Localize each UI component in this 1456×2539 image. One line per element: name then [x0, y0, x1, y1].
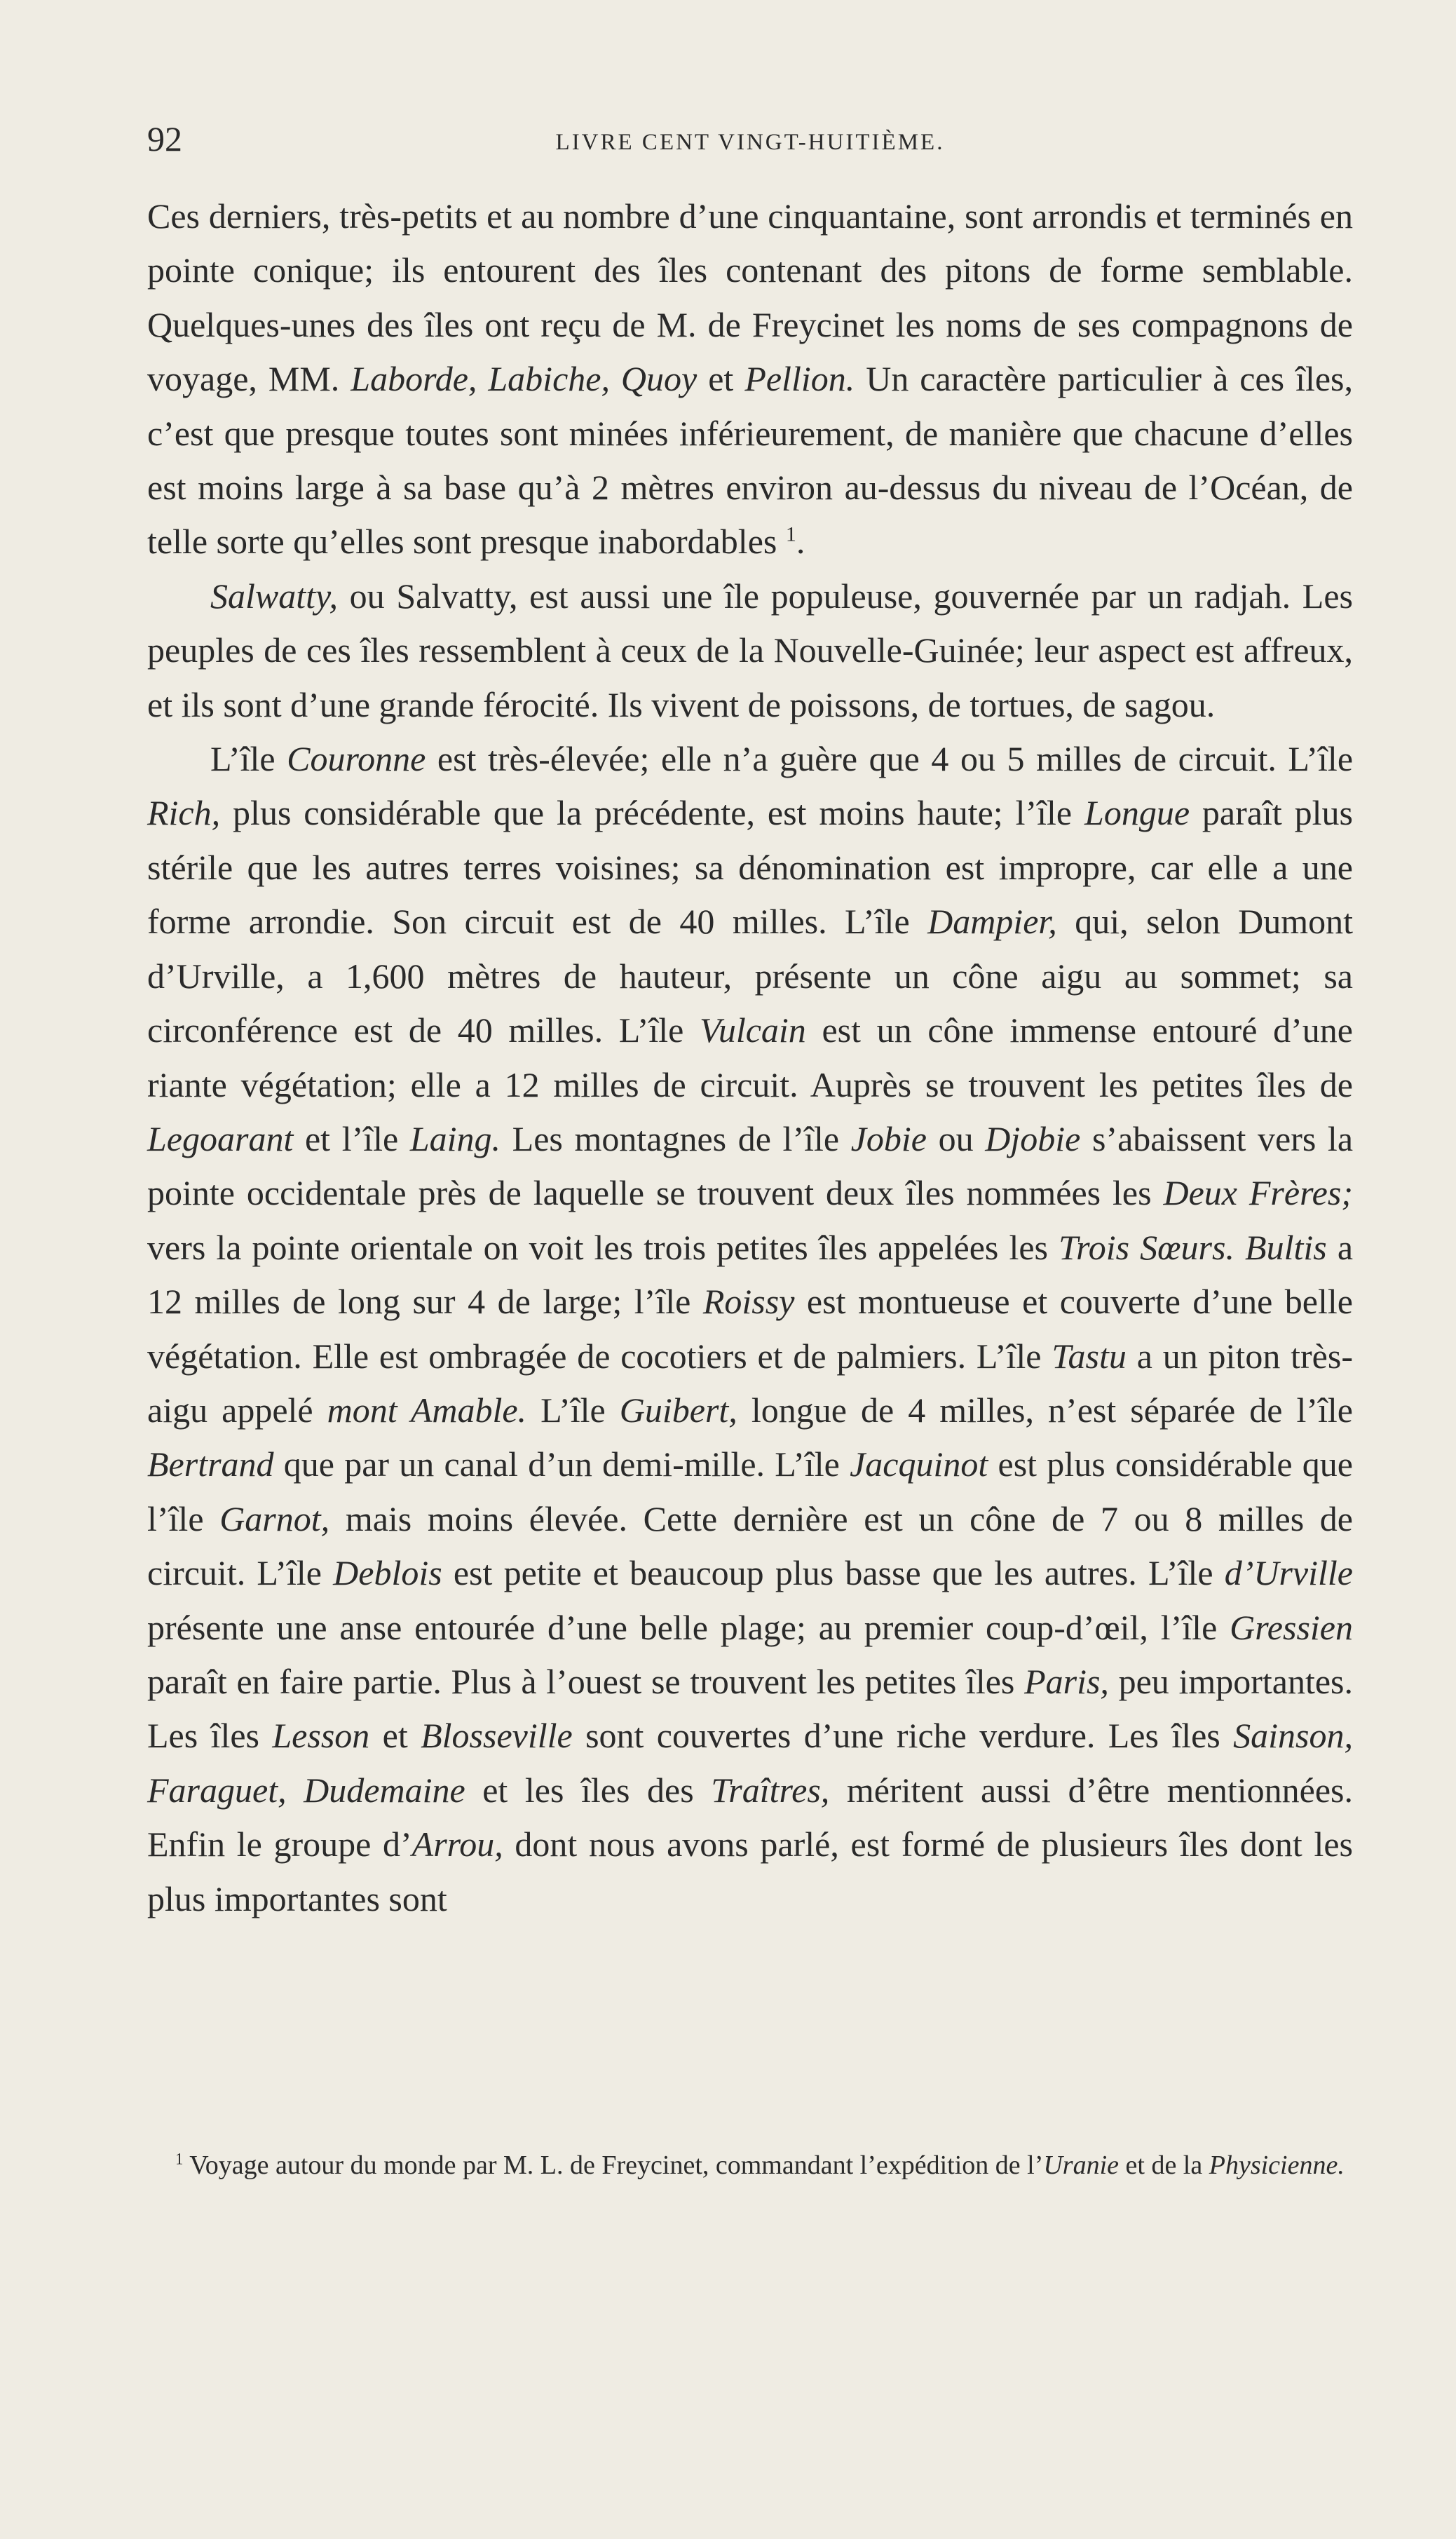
- italic-run: Lesson: [272, 1716, 370, 1756]
- paragraph-2: [147, 569, 1353, 732]
- text-run: est plus considérable que l’île: [147, 1444, 1353, 1538]
- italic-run: Deux Frères;: [1163, 1173, 1353, 1213]
- page-number: 92: [147, 119, 182, 158]
- italic-run: Gressien: [1230, 1607, 1353, 1647]
- text-run: a un piton très-aigu appelé: [147, 1336, 1353, 1430]
- italic-run: Djobie: [985, 1118, 1081, 1158]
- italic-run: Physicienne.: [1209, 2151, 1345, 2180]
- text-run: et les îles des: [465, 1770, 712, 1810]
- body-text: [147, 189, 1353, 1926]
- footnote-marker: 1: [785, 522, 796, 546]
- text-run: Ces derniers, très-petits et au nombre d’une cinquantaine, sont arrondis et terminés en pointe conique; ils entourent des îles contenant des pitons de forme semblable. Quelques-unes des îles ont reçu de M. de Freycinet les noms de ses compagnons de voyage, MM.: [147, 196, 1353, 399]
- text-run: paraît plus stérile que les autres terres voisines; sa dénomination est impropre, car elle a une forme arrondie. Son circuit est de 40 milles. L’île: [147, 793, 1354, 942]
- italic-run: Trois Sœurs.: [1059, 1227, 1234, 1267]
- text-run: méritent aussi d’être mentionnées. Enfin le groupe d’: [147, 1770, 1353, 1864]
- italic-run: Garnot,: [219, 1498, 330, 1538]
- italic-run: Salwatty,: [210, 576, 338, 616]
- text-run: [1234, 1228, 1245, 1267]
- text-run: ou Salvatty, est aussi une île populeuse, gouvernée par un radjah. Les peuples de ces îles ressemblent à ceux de la Nouvelle-Guinée; leur aspect est affreux, et ils sont d’une grande férocité. Ils vivent de poissons, de tortues, de sagou.: [147, 576, 1353, 724]
- italic-run: Couronne: [287, 739, 426, 779]
- text-run: L’île: [526, 1390, 620, 1430]
- italic-run: Bertrand: [147, 1444, 274, 1484]
- text-run: et: [697, 359, 745, 399]
- italic-run: Blosseville: [421, 1716, 573, 1756]
- italic-run: Dampier,: [927, 902, 1057, 942]
- italic-run: Laborde, Labiche, Quoy: [351, 359, 698, 399]
- text-run: et: [369, 1716, 421, 1756]
- text-run: Les montagnes de l’île: [501, 1118, 851, 1158]
- text-run: est petite et beaucoup plus basse que les autres. L’île: [442, 1553, 1225, 1593]
- footnote: [147, 2146, 1353, 2185]
- italic-run: Vulcain: [700, 1010, 806, 1050]
- italic-run: mont Amable.: [327, 1390, 527, 1430]
- italic-run: Uranie: [1043, 2151, 1120, 2180]
- italic-run: d’Urville: [1224, 1553, 1353, 1593]
- italic-run: Legoarant: [147, 1118, 294, 1158]
- text-run: est montueuse et couverte d’une belle végétation. Elle est ombragée de cocotiers et de palmiers. L’île: [147, 1282, 1353, 1376]
- footnote-marker: 1: [175, 2150, 184, 2168]
- italic-run: Traîtres,: [711, 1770, 830, 1810]
- italic-run: Tastu: [1052, 1336, 1127, 1376]
- text-run: et l’île: [293, 1118, 410, 1158]
- italic-run: Arrou,: [411, 1824, 503, 1864]
- text-run: plus considérable que la précédente, est moins haute; l’île: [220, 793, 1085, 833]
- paragraph-1: [147, 189, 1353, 569]
- italic-run: Rich,: [147, 793, 221, 833]
- text-run: s’abaissent vers la pointe occidentale près de laquelle se trouvent deux îles nommées les: [147, 1118, 1354, 1213]
- italic-run: Sainson, Faraguet, Dudemaine: [147, 1716, 1353, 1810]
- italic-run: Deblois: [333, 1553, 442, 1593]
- text-run: vers la pointe orientale on voit les trois petites îles appelées les: [147, 1227, 1059, 1267]
- italic-run: Jobie: [850, 1118, 927, 1158]
- italic-run: Pellion.: [744, 359, 855, 399]
- text-run: que par un canal d’un demi-mille. L’île: [273, 1444, 850, 1484]
- italic-run: Laing.: [409, 1118, 501, 1158]
- italic-run: Guibert,: [619, 1390, 737, 1430]
- text-run: longue de 4 milles, n’est séparée de l’île: [737, 1390, 1353, 1430]
- footnote-text: [147, 2146, 1353, 2185]
- italic-run: Longue: [1084, 793, 1190, 833]
- text-run: .: [796, 522, 805, 562]
- text-run: peu importantes. Les îles: [147, 1661, 1353, 1756]
- text-run: qui, selon Dumont d’Urville, a 1,600 mètres de hauteur, présente un cône aigu au sommet; sa circonférence est de 40 milles. L’île: [147, 902, 1353, 1050]
- text-run: paraît en faire partie. Plus à l’ouest se trouvent les petites îles: [147, 1661, 1025, 1701]
- text-run: Un caractère particulier à ces îles, c’est que presque toutes sont minées inférieurement, de manière que chacune d’elles est moins large à sa base qu’à 2 mètres environ au-dessus du niveau de l’Océan, de telle sorte qu’elles sont presque inabordables: [147, 359, 1354, 562]
- italic-run: Paris,: [1024, 1661, 1109, 1701]
- text-run: ou: [927, 1118, 986, 1158]
- text-run: et de la: [1119, 2151, 1209, 2180]
- text-run: L’île: [210, 739, 287, 779]
- text-run: est un cône immense entouré d’une riante végétation; elle a 12 milles de circuit. Auprès se trouvent les petites îles de: [147, 1010, 1353, 1104]
- text-run: sont couvertes d’une riche verdure. Les îles: [572, 1716, 1234, 1756]
- running-head: [147, 118, 1353, 160]
- text-run: mais moins élevée. Cette dernière est un cône de 7 ou 8 milles de circuit. L’île: [147, 1498, 1353, 1593]
- text-run: présente une anse entourée d’une belle plage; au premier coup-d’œil, l’île: [147, 1607, 1230, 1647]
- text-run: est très-élevée; elle n’a guère que 4 ou 5 milles de circuit. L’île: [426, 739, 1354, 779]
- text-run: dont nous avons parlé, est formé de plusieurs îles dont les plus importantes sont: [147, 1824, 1353, 1918]
- running-title: LIVRE CENT VINGT-HUITIÈME.: [555, 130, 945, 155]
- paragraph-3: [147, 732, 1353, 1926]
- text-run: a 12 milles de long sur 4 de large; l’île: [147, 1227, 1354, 1322]
- italic-run: Roissy: [702, 1282, 795, 1322]
- italic-run: Jacquinot: [850, 1444, 988, 1484]
- italic-run: Bultis: [1245, 1227, 1327, 1267]
- text-run: Voyage autour du monde par M. L. de Freycinet, commandant l’expédition de l’: [183, 2151, 1044, 2180]
